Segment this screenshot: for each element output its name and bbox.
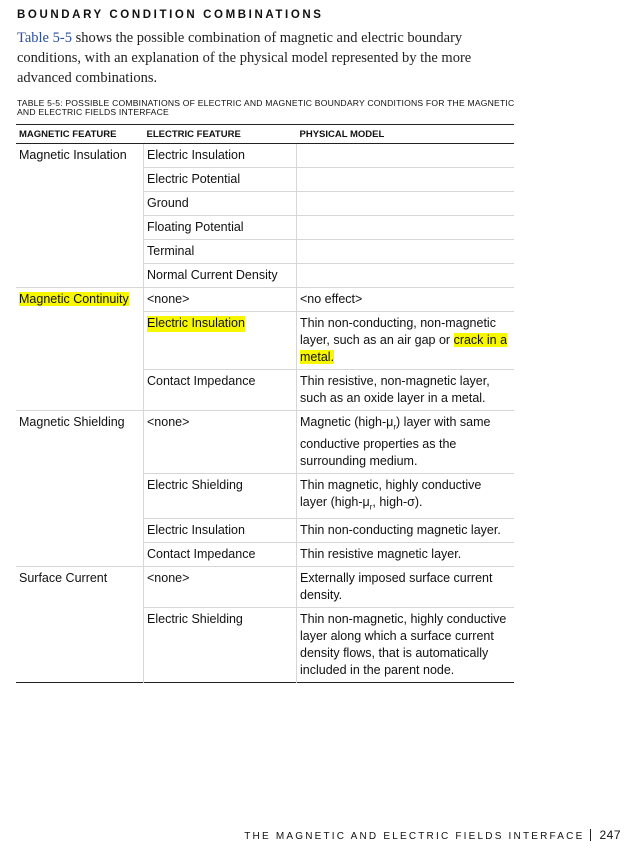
highlighted-text: crack in a metal.: [300, 333, 508, 364]
electric-feature-cell: Floating Potential: [144, 216, 297, 240]
magnetic-feature-cell: Magnetic Shielding: [16, 411, 144, 474]
table-row: [16, 264, 514, 288]
electric-feature-cell: <none>: [144, 567, 297, 608]
model-text: Thin non-conducting, non-magnetic layer, such as an air gap or: [300, 316, 496, 347]
table-row: [16, 288, 514, 312]
footer-divider: [590, 829, 591, 841]
magnetic-feature-cell: [16, 168, 144, 192]
model-text: ) layer with same conductive properties as the surrounding medium.: [300, 415, 491, 468]
electric-feature-cell: <none>: [144, 288, 297, 312]
magnetic-feature-cell: Magnetic Insulation: [19, 148, 127, 162]
section-heading: BOUNDARY CONDITION COMBINATIONS: [17, 9, 324, 21]
electric-feature-cell: [144, 312, 297, 370]
table-row: [16, 192, 514, 216]
model-text: Magnetic (high-μ: [300, 415, 394, 429]
table-row: [16, 144, 514, 168]
table-row: [16, 411, 514, 474]
physical-model-cell: [297, 240, 515, 264]
physical-model-cell: Thin resistive, non-magnetic layer, such as an oxide layer in a metal.: [297, 370, 515, 411]
header-electric-feature: ELECTRIC FEATURE: [144, 125, 297, 144]
physical-model-cell: [297, 192, 515, 216]
magnetic-feature-cell: [16, 473, 144, 519]
footer-title: THE MAGNETIC AND ELECTRIC FIELDS INTERFACE: [244, 831, 585, 842]
electric-feature-cell: Electric Shielding: [144, 473, 297, 519]
physical-model-cell: [297, 411, 515, 474]
magnetic-feature-cell: [16, 543, 144, 567]
physical-model-cell: Thin non-magnetic, highly conductive layer along which a surface current density flows, that is automatically included in the parent node.: [297, 608, 515, 683]
physical-model-cell: [297, 473, 515, 519]
table-row: [16, 216, 514, 240]
physical-model-cell: [297, 216, 515, 240]
table-header-row: [16, 125, 514, 144]
electric-feature-cell: Contact Impedance: [144, 543, 297, 567]
physical-model-cell: Externally imposed surface current density.: [297, 567, 515, 608]
physical-model-cell: Thin resistive magnetic layer.: [297, 543, 515, 567]
electric-feature-cell: <none>: [144, 411, 297, 474]
highlighted-text: Electric Insulation: [147, 316, 245, 330]
electric-feature-cell: Ground: [144, 192, 297, 216]
electric-feature-cell: Electric Potential: [144, 168, 297, 192]
magnetic-feature-cell: [16, 216, 144, 240]
table-row: [16, 567, 514, 608]
page-footer: [244, 828, 621, 842]
table-caption: TABLE 5-5: POSSIBLE COMBINATIONS OF ELECTRIC AND MAGNETIC BOUNDARY CONDITIONS FOR THE MAGNETIC AND ELECTRIC FIELDS INTERFACE: [17, 98, 515, 117]
magnetic-feature-cell: [16, 264, 144, 288]
boundary-condition-table: [16, 124, 514, 683]
magnetic-feature-cell: [16, 608, 144, 683]
magnetic-feature-cell: Surface Current: [16, 567, 144, 608]
magnetic-feature-cell: [16, 288, 144, 312]
magnetic-feature-cell: [16, 312, 144, 370]
physical-model-cell: Thin non-conducting magnetic layer.: [297, 519, 515, 543]
table-row: [16, 473, 514, 519]
electric-feature-cell: Contact Impedance: [144, 370, 297, 411]
table-row: [16, 370, 514, 411]
electric-feature-cell: Electric Insulation: [144, 144, 297, 168]
table-row: [16, 312, 514, 370]
magnetic-feature-cell: [16, 519, 144, 543]
electric-feature-cell: Electric Shielding: [144, 608, 297, 683]
electric-feature-cell: Normal Current Density: [144, 264, 297, 288]
magnetic-feature-cell: [16, 240, 144, 264]
magnetic-feature-cell: [16, 192, 144, 216]
subscript: r: [393, 422, 397, 432]
intro-paragraph: [17, 28, 497, 88]
table-row: [16, 240, 514, 264]
table-row: [16, 168, 514, 192]
table-row: [16, 608, 514, 683]
physical-model-cell: [297, 264, 515, 288]
physical-model-cell: [297, 168, 515, 192]
model-text: Thin magnetic, highly conductive layer (high-μ: [300, 477, 482, 509]
magnetic-feature-cell: [16, 370, 144, 411]
highlighted-text: Magnetic Continuity: [19, 292, 129, 306]
table-reference-link[interactable]: Table 5-5: [17, 30, 72, 46]
physical-model-cell: <no effect>: [297, 288, 515, 312]
subscript: r: [369, 502, 373, 511]
electric-feature-cell: Electric Insulation: [144, 519, 297, 543]
physical-model-cell: [297, 312, 515, 370]
table-row: [16, 543, 514, 567]
model-text: , high-σ).: [372, 494, 423, 509]
table-row: [16, 519, 514, 543]
intro-text: shows the possible combination of magnetic and electric boundary conditions, with an explanation of the physical model represented by the more advanced combinations.: [17, 30, 472, 86]
physical-model-cell: [297, 144, 515, 168]
header-magnetic-feature: MAGNETIC FEATURE: [16, 125, 144, 144]
electric-feature-cell: Terminal: [144, 240, 297, 264]
header-physical-model: PHYSICAL MODEL: [297, 125, 515, 144]
page-number: 247: [599, 828, 621, 842]
